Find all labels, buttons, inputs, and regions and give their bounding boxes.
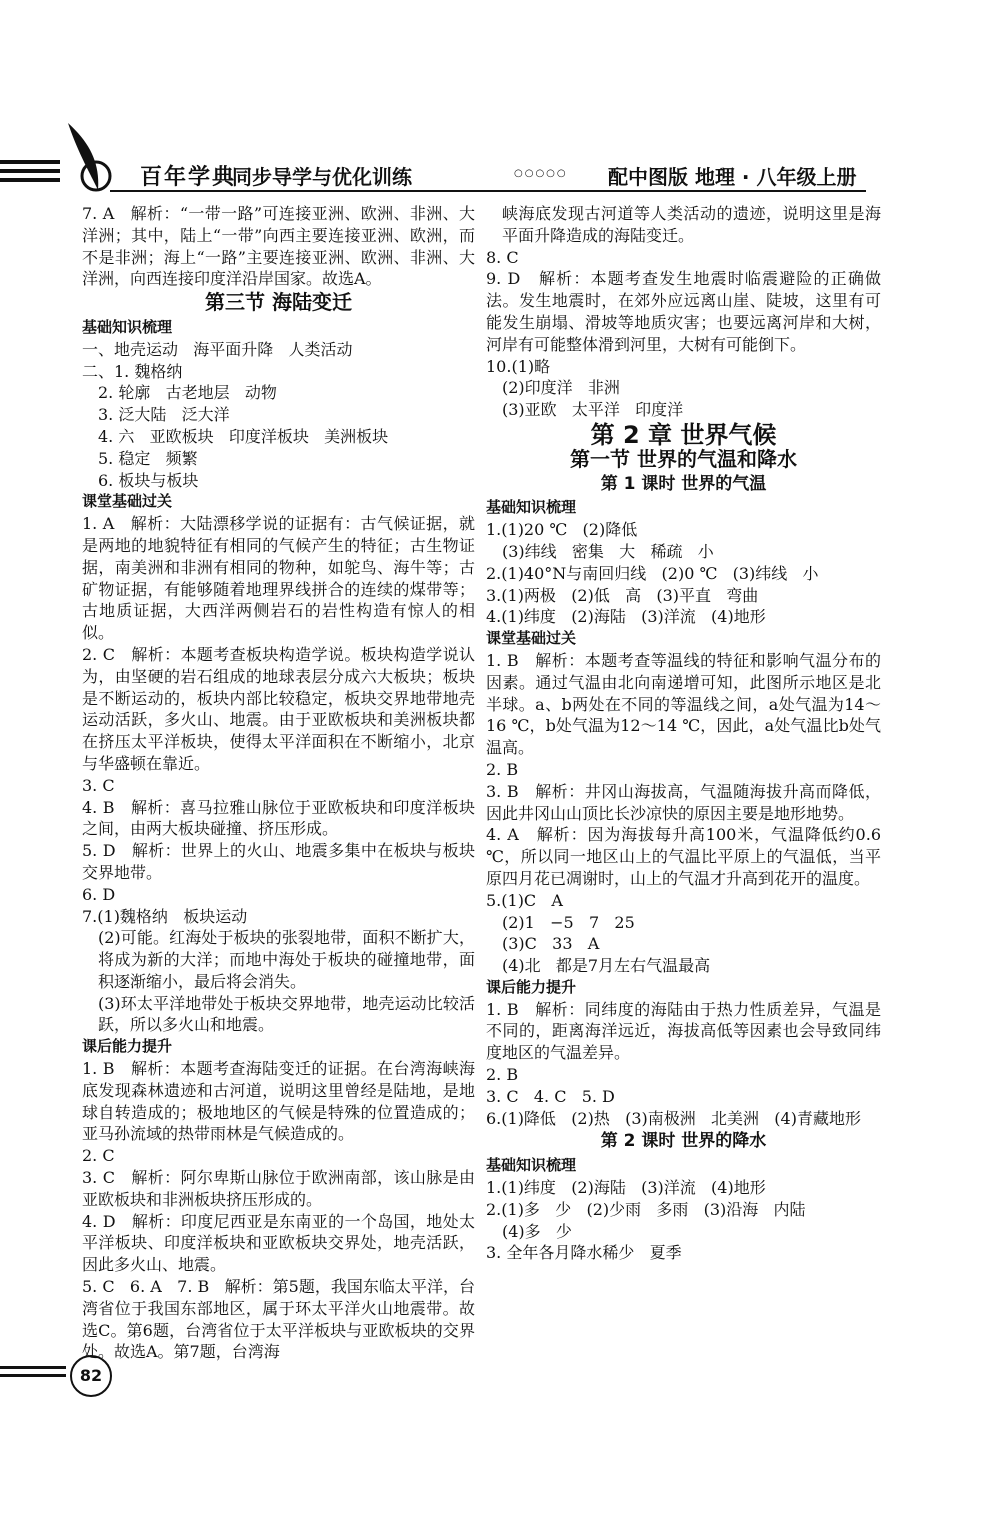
answer-line: 5.(1)C A: [486, 890, 563, 910]
answer-line: 2. C: [82, 1146, 115, 1166]
answer-line: 7.(1)魏格纳 板块运动: [82, 906, 248, 926]
answer-line: 4. B 解析：喜马拉雅山脉位于亚欧板块和印度洋板块之间，由两大板块碰撞、挤压形成。: [82, 797, 475, 839]
header-edition: 配中图版 地理 · 八年级上册: [608, 165, 857, 189]
right-column: [486, 203, 887, 1264]
header-rule: [110, 190, 866, 192]
answer-line: (3)C 33 A: [502, 934, 600, 954]
answer-line: 5. D 解析：世界上的火山、地震多集中在板块与板块交界地带。: [82, 841, 475, 882]
header-dots: ○○○○○: [514, 168, 568, 179]
answer-line: 2. C 解析：本题考查板块构造学说。板块构造学说认为，由坚硬的岩石组成的地球表层分成六大板块；板块是不断运动的，板块内部比较稳定，板块交界地带地壳运动活跃，多火山、地震。由于亚欧板块和美洲板块都在挤压太平洋板块，使得太平洋面积在不断缩小，北京与华盛顿在靠近。: [82, 644, 475, 773]
answer-line: 1. B 解析：同纬度的海陆由于热力性质差异，气温是不同的，距离海洋远近，海拔高低等因素也会导致同纬度地区的气温差异。: [486, 999, 881, 1063]
answer-line: 2. 轮廓 古老地层 动物: [98, 383, 277, 403]
answer-line: (2)1 −5 7 25: [502, 912, 635, 932]
answer-line: 6.(1)降低 (2)热 (3)南极洲 北美洲 (4)青藏地形: [486, 1108, 861, 1128]
subsection-heading: 课堂基础过关: [486, 629, 577, 648]
answer-line: (2)印度洋 非洲: [502, 378, 620, 398]
answer-line: 1. A 解析：大陆漂移学说的证据有：古气候证据，就是两地的地貌特征有相同的气候产生的特征；古生物证据，南美洲和非洲有相同的物种，如鸵鸟、海牛等；古矿物证据，有能够随着地理界线拼合的连续的煤带等；古地质证据，大西洋两侧岩石的岩性构造有惊人的相似。: [82, 514, 475, 643]
answer-line: 3. B 解析：井冈山海拔高，气温随海拔升高而降低，因此井冈山山顶比长沙凉快的原因主要是地形地势。: [486, 781, 881, 823]
page-number: 82: [70, 1355, 112, 1397]
answer-line: (4)多 少: [502, 1221, 572, 1241]
answer-line: 3. C 解析：阿尔卑斯山脉位于欧洲南部，该山脉是由亚欧板块和非洲板块挤压形成的。: [82, 1168, 475, 1209]
answer-line: 1.(1)20 ℃ (2)降低: [486, 520, 638, 540]
answer-line: 4.(1)纬度 (2)海陆 (3)洋流 (4)地形: [486, 607, 766, 627]
answer-line: 1. B 解析：本题考查海陆变迁的证据。在台湾海峡海底发现森林遗迹和古河道，说明这里曾经是陆地，是地球自转造成的；极地地区的气候是特殊的位置造成的；亚马孙流域的热带雨林是气候造成的。: [82, 1059, 475, 1144]
answer-line: 3.(1)两极 (2)低 高 (3)平直 弯曲: [486, 585, 759, 605]
answer-line: 4. 六 亚欧板块 印度洋板块 美洲板块: [98, 426, 389, 446]
header-decoration-lines: [0, 160, 60, 187]
subsection-heading: 基础知识梳理: [486, 498, 577, 517]
answer-line: 2.(1)40°N与南回归线 (2)0 ℃ (3)纬线 小: [486, 563, 819, 583]
subsection-heading: 基础知识梳理: [486, 1156, 577, 1175]
answer-line: 3. C 4. C 5. D: [486, 1086, 615, 1106]
answer-line: 二、1. 魏格纳: [82, 361, 183, 381]
answer-line: 4. A 解析：因为海拔每升高100米，气温降低约0.6 ℃，所以同一地区山上的气温比平原上的气温低，当平原四月花已凋谢时，山上的气温才升高到花开的温度。: [486, 825, 887, 888]
answer-line: (2)可能。红海处于板块的张裂地带，面积不断扩大，将成为新的大洋；而地中海处于板块的碰撞地带，面积逐渐缩小，最后将会消失。: [98, 928, 475, 991]
section-heading: 第三节 海陆变迁: [205, 290, 352, 315]
answer-line: 一、地壳运动 海平面升降 人类活动: [82, 339, 353, 359]
answer-line: 5. C 6. A 7. B 解析：第5题，我国东临太平洋，台湾省位于我国东部地区，属于环太平洋火山地震带。故选C。第6题，台湾省位于太平洋板块与亚欧板块的交界处。故选A。第7题，台湾海: [82, 1277, 475, 1362]
answer-line: 3. C: [82, 775, 115, 795]
left-column: [82, 203, 475, 1363]
section-heading: 第一节 世界的气温和降水: [570, 446, 797, 471]
subsection-heading: 课后能力提升: [82, 1037, 173, 1056]
lesson-heading: 第 1 课时 世界的气温: [600, 473, 767, 494]
answer-line: (4)北 都是7月左右气温最高: [502, 956, 711, 976]
answer-line: 2. B: [486, 759, 519, 779]
header-subtitle: 同步导学与优化训练: [232, 165, 412, 189]
answer-line: 2.(1)多 少 (2)少雨 多雨 (3)沿海 内陆: [486, 1199, 806, 1219]
answer-line: 峡海底发现古河道等人类活动的遗迹，说明这里是海平面升降造成的海陆变迁。: [502, 204, 881, 245]
answer-line: 3. 泛大陆 泛大洋: [98, 405, 230, 425]
answer-line: 2. B: [486, 1065, 519, 1085]
subsection-heading: 课后能力提升: [486, 977, 577, 996]
quill-pen-icon: [60, 118, 120, 193]
subsection-heading: 基础知识梳理: [82, 317, 173, 336]
answer-line: 10.(1)略: [486, 356, 551, 376]
answer-line: (3)亚欧 太平洋 印度洋: [502, 400, 684, 420]
subsection-heading: 课堂基础过关: [82, 492, 173, 511]
answer-line: 7. A 解析：“一带一路”可连接亚洲、欧洲、非洲、大洋洲；其中，陆上“一带”向西主要连接亚洲、欧洲，而不是非洲；海上“一路”主要连接亚洲、欧洲、非洲、大洋洲，向西连接印度洋沿岸国家。故选A。: [82, 204, 475, 289]
answer-line: 1. B 解析：本题考查等温线的特征和影响气温分布的因素。通过气温由北向南递增可知，此图所示地区是北半球。a、b两处在不同的等温线之间，a处气温为14～16 ℃，b处气温为12～14 ℃，因此，a处气温比b处气温高。: [486, 650, 881, 758]
lesson-heading: 第 2 课时 世界的降水: [600, 1131, 767, 1152]
answer-line: 6. 板块与板块: [98, 470, 199, 490]
answer-line: (3)环太平洋地带处于板块交界地带，地壳运动比较活跃，所以多火山和地震。: [98, 993, 475, 1035]
answer-line: 1.(1)纬度 (2)海陆 (3)洋流 (4)地形: [486, 1178, 766, 1198]
header-brand: 百年学典: [140, 165, 237, 190]
footer-decoration-lines: [0, 1366, 66, 1382]
answer-line: 8. C: [486, 247, 519, 267]
answer-line: (3)纬线 密集 大 稀疏 小: [502, 541, 714, 561]
answer-line: 5. 稳定 频繁: [98, 448, 198, 468]
answer-line: 6. D: [82, 884, 116, 904]
chapter-heading: 第 2 章 世界气候: [590, 420, 777, 449]
answer-line: 4. D 解析：印度尼西亚是东南亚的一个岛国，地处太平洋板块、印度洋板块和亚欧板块交界处，地壳活跃，因此多火山、地震。: [82, 1211, 475, 1275]
answer-line: 3. 全年各月降水稀少 夏季: [486, 1243, 682, 1263]
answer-line: 9. D 解析：本题考查发生地震时临震避险的正确做法。发生地震时，在郊外应远离山崖、陡坡，这里有可能发生崩塌、滑坡等地质灾害；也要远离河岸和大树，河岸有可能整体滑到河里，大树有可能倒下。: [486, 269, 881, 354]
